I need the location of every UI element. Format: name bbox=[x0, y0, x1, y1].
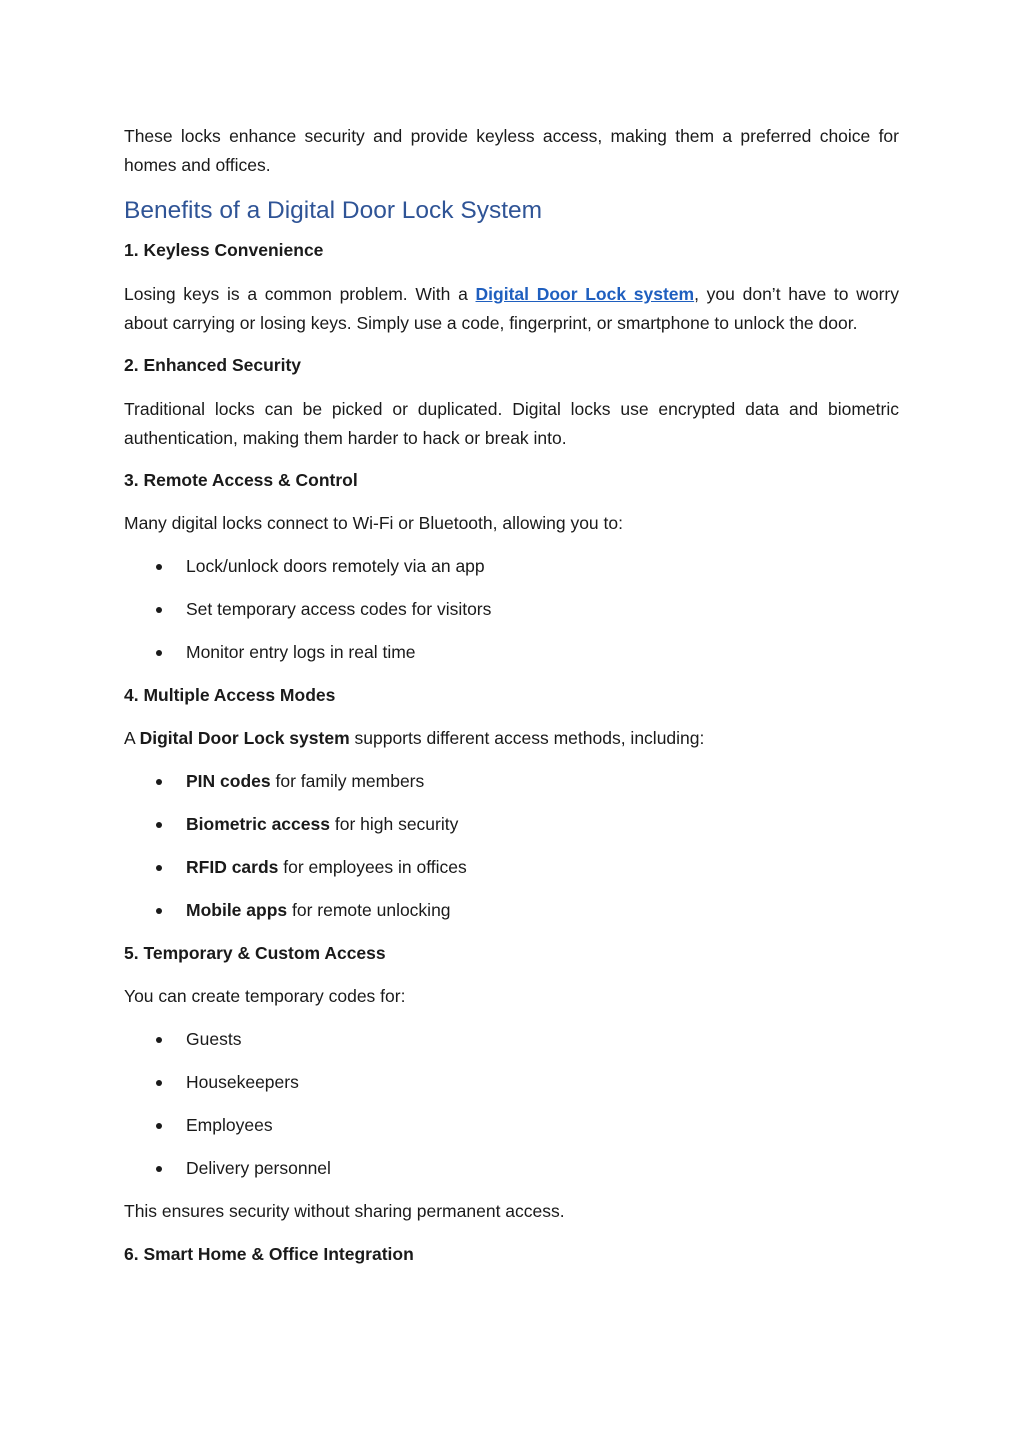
list-item-text: for remote unlocking bbox=[287, 900, 451, 920]
bullet-icon bbox=[156, 1037, 162, 1043]
list-item-bold: Mobile apps bbox=[186, 900, 288, 920]
list-item bbox=[124, 811, 899, 837]
list-item bbox=[124, 639, 899, 665]
paragraph-text: Losing keys is a common problem. With a bbox=[124, 284, 476, 304]
list-item-text: Guests bbox=[186, 1029, 242, 1049]
subheading-keyless-convenience: 1. Keyless Convenience bbox=[124, 240, 324, 260]
bullet-icon bbox=[156, 564, 162, 570]
list-item-text: Housekeepers bbox=[186, 1072, 299, 1092]
list-item-text: Delivery personnel bbox=[186, 1158, 331, 1178]
list-item bbox=[124, 596, 899, 622]
bullet-icon bbox=[156, 1080, 162, 1086]
subheading-smart-integration: 6. Smart Home & Office Integration bbox=[124, 1244, 414, 1264]
list-item bbox=[124, 1155, 899, 1181]
list-item-bold: Biometric access bbox=[186, 814, 330, 834]
enhanced-security-paragraph: Traditional locks can be picked or duplicated. Digital locks use encrypted data and biometric authentication, making them harder to hack or break into. bbox=[124, 399, 899, 448]
bullet-icon bbox=[156, 607, 162, 613]
intro-paragraph: These locks enhance security and provide keyless access, making them a preferred choice for homes and offices. bbox=[124, 126, 899, 175]
list-item-bold: RFID cards bbox=[186, 857, 279, 877]
bullet-icon bbox=[156, 865, 162, 871]
access-modes-lead bbox=[124, 725, 899, 751]
bullet-icon bbox=[156, 908, 162, 914]
list-item-text: Monitor entry logs in real time bbox=[186, 642, 416, 662]
list-item-text: Lock/unlock doors remotely via an app bbox=[186, 556, 485, 576]
lead-bold-text: Digital Door Lock system bbox=[139, 728, 350, 748]
list-item-text: for employees in offices bbox=[278, 857, 467, 877]
subheading-enhanced-security: 2. Enhanced Security bbox=[124, 355, 302, 375]
document-page bbox=[124, 122, 899, 1284]
bullet-icon bbox=[156, 1166, 162, 1172]
list-item-text: Employees bbox=[186, 1115, 273, 1135]
remote-access-lead: Many digital locks connect to Wi-Fi or Bluetooth, allowing you to: bbox=[124, 513, 623, 533]
subheading-remote-access: 3. Remote Access & Control bbox=[124, 470, 358, 490]
access-modes-list bbox=[124, 768, 899, 923]
bullet-icon bbox=[156, 779, 162, 785]
subheading-multiple-access-modes: 4. Multiple Access Modes bbox=[124, 685, 336, 705]
list-item-text: for family members bbox=[270, 771, 425, 791]
bullet-icon bbox=[156, 822, 162, 828]
temporary-access-lead: You can create temporary codes for: bbox=[124, 986, 406, 1006]
list-item-bold: PIN codes bbox=[186, 771, 271, 791]
subheading-temporary-access: 5. Temporary & Custom Access bbox=[124, 943, 386, 963]
section-heading: Benefits of a Digital Door Lock System bbox=[124, 197, 543, 224]
list-item bbox=[124, 1112, 899, 1138]
lead-text: supports different access methods, including: bbox=[349, 728, 705, 748]
list-item bbox=[124, 897, 899, 923]
list-item bbox=[124, 768, 899, 794]
remote-access-list bbox=[124, 553, 899, 665]
list-item bbox=[124, 1026, 899, 1052]
list-item-text: Set temporary access codes for visitors bbox=[186, 599, 492, 619]
lead-text: A bbox=[124, 728, 140, 748]
list-item bbox=[124, 1069, 899, 1095]
bullet-icon bbox=[156, 1123, 162, 1129]
bullet-icon bbox=[156, 650, 162, 656]
paragraph-text: , you don’t have to worry about carrying or losing keys. Simply use a code, fingerprint, or smartphone to unlock the door. bbox=[124, 284, 899, 333]
keyless-convenience-paragraph bbox=[124, 280, 899, 338]
temporary-access-closing: This ensures security without sharing permanent access. bbox=[124, 1201, 565, 1221]
list-item bbox=[124, 553, 899, 579]
list-item-text: for high security bbox=[329, 814, 459, 834]
temporary-access-list bbox=[124, 1026, 899, 1181]
list-item bbox=[124, 854, 899, 880]
digital-door-lock-link[interactable]: Digital Door Lock system bbox=[475, 284, 695, 304]
